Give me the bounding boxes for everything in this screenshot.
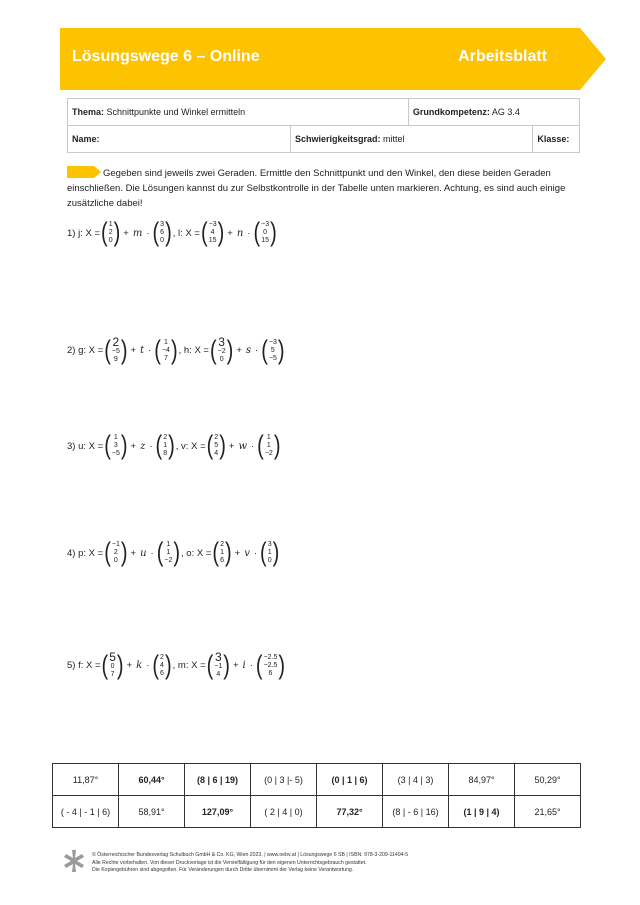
- vector: ( 2 5 4 ): [206, 431, 226, 461]
- line-1-label: u: X =: [78, 440, 104, 452]
- schwierigkeit-value: mittel: [383, 134, 405, 144]
- task-1: [67, 218, 278, 248]
- vector: ( −3 0 15 ): [253, 218, 277, 248]
- vector-component: 1: [166, 541, 171, 548]
- vector-component: 1: [163, 442, 168, 449]
- vector: ( 3 1 0 ): [260, 538, 280, 568]
- schwierigkeit-cell: [291, 126, 533, 153]
- vector: ( 1 −4 7 ): [154, 335, 178, 366]
- solution-row: [53, 764, 581, 796]
- plus-sign: +: [236, 345, 242, 356]
- solution-cell[interactable]: 21,65°: [515, 796, 581, 828]
- vector: ( −3 5 −5 ): [261, 335, 285, 366]
- parameter: i: [242, 660, 246, 671]
- parameter: s: [245, 345, 252, 356]
- title-banner: [60, 28, 606, 90]
- parameter: m: [132, 227, 143, 239]
- vector: ( 3 6 0 ): [152, 218, 172, 248]
- plus-sign: +: [227, 227, 233, 239]
- task-number: 2): [67, 345, 76, 356]
- vector-component: 3: [214, 650, 222, 664]
- vector-component: −2.5: [263, 661, 278, 669]
- vector-component: 5: [109, 650, 116, 664]
- line-2-label: , o: X =: [181, 547, 212, 559]
- dot-sign: ·: [249, 660, 253, 671]
- dot-sign: ·: [255, 345, 259, 356]
- vector: ( −2.5 −2.5 6 ): [255, 650, 286, 681]
- dot-sign: ·: [150, 547, 154, 559]
- solution-cell[interactable]: 84,97°: [449, 764, 515, 796]
- vector: ( 5 0 7 ): [101, 650, 124, 681]
- footer-line: © Österreichischer Bundesverlag Schulbuch GmbH & Co. KG, Wien 2023. | www.oebv.at | Lösungswege 6 SB | ISBN: 978-3-209-11494-5: [92, 852, 409, 858]
- plus-sign: +: [130, 440, 137, 452]
- task-number: 4): [67, 547, 76, 559]
- solution-row: [53, 796, 581, 828]
- dot-sign: ·: [251, 440, 255, 452]
- parameter: t: [140, 345, 145, 356]
- name-label: Name:: [72, 134, 100, 144]
- kompetenz-cell: [408, 99, 579, 126]
- dot-sign: ·: [146, 660, 150, 671]
- vector-component: 5: [270, 346, 275, 354]
- solution-cell[interactable]: (8 | 6 | 19): [185, 764, 251, 796]
- vector-component: 1: [166, 549, 171, 556]
- vector-component: 0: [108, 237, 113, 244]
- vector-component: −5: [111, 348, 120, 355]
- task-2: [67, 337, 286, 364]
- vector-component: 4: [160, 661, 164, 669]
- parameter: u: [140, 547, 147, 559]
- vector: ( 2 1 6 ): [212, 538, 232, 568]
- thema-cell: [68, 99, 409, 126]
- vector-component: 1: [108, 221, 113, 228]
- plus-sign: +: [130, 345, 137, 356]
- vector-component: 6: [160, 229, 165, 236]
- dot-sign: ·: [149, 440, 153, 452]
- page-title: Lösungswege 6 – Online: [72, 48, 260, 65]
- vector: ( 3 −1 4 ): [206, 650, 230, 681]
- footer-line: Alle Rechte vorbehalten. Von dieser Druckvorlage ist die Vervielfältigung für den eigenen Unterrichtsgebrauch gestattet.: [92, 859, 367, 866]
- plus-sign: +: [228, 440, 235, 452]
- vector-component: −5: [268, 354, 277, 362]
- vector-component: 7: [110, 671, 115, 678]
- vector-component: −3: [268, 338, 277, 346]
- solution-cell[interactable]: 50,29°: [515, 764, 581, 796]
- footer-copyright: [92, 852, 408, 875]
- vector-component: 0: [267, 557, 272, 564]
- vector-component: −2: [217, 348, 226, 355]
- line-1-label: g: X =: [78, 345, 104, 356]
- vector-component: 2: [163, 434, 168, 441]
- dot-sign: ·: [253, 547, 258, 559]
- vector-component: 2: [108, 229, 113, 236]
- vector-component: 15: [261, 237, 270, 244]
- vector-component: 3: [218, 335, 225, 349]
- vector: ( −3 4 15 ): [200, 218, 225, 248]
- document-type: Arbeitsblatt: [458, 48, 547, 65]
- vector-component: 4: [210, 229, 215, 236]
- task-number: 3): [67, 440, 76, 452]
- vector-component: 6: [220, 557, 224, 564]
- name-cell: [68, 126, 291, 153]
- thema-label: Thema:: [72, 107, 105, 117]
- solution-table: [52, 763, 581, 828]
- solution-cell[interactable]: (0 | 3 |- 5): [251, 764, 317, 796]
- solution-cell[interactable]: ( 2 | 4 | 0): [251, 796, 317, 828]
- task-4: [67, 538, 280, 568]
- vector-component: 4: [214, 450, 219, 457]
- vector-component: 0: [263, 229, 268, 236]
- line-2-label: , l: X =: [172, 227, 200, 239]
- vector-component: 1: [266, 442, 271, 449]
- solution-cell[interactable]: 77,32°: [317, 796, 383, 828]
- info-table: [67, 98, 580, 153]
- plus-sign: +: [123, 227, 129, 239]
- line-2-label: , v: X =: [175, 440, 206, 452]
- vector-component: 5: [214, 442, 219, 449]
- vector-component: 6: [268, 669, 273, 677]
- vector: ( −1 2 0 ): [104, 538, 128, 568]
- vector-component: 15: [208, 237, 217, 244]
- solution-cell[interactable]: (0 | 1 | 6): [317, 764, 383, 796]
- vector-component: 2: [220, 541, 224, 548]
- klasse-label: Klasse:: [537, 134, 570, 144]
- vector-component: 1: [266, 434, 271, 441]
- vector-component: 4: [216, 671, 221, 678]
- vector: ( 2 4 6 ): [152, 650, 172, 681]
- vector-component: 2: [113, 549, 118, 556]
- task-3: [67, 431, 282, 461]
- vector-component: 2: [214, 434, 219, 441]
- vector-component: 2: [160, 653, 164, 661]
- parameter: z: [140, 440, 146, 452]
- schwierigkeit-label: Schwierigkeitsgrad:: [295, 134, 381, 144]
- vector-component: 1: [113, 434, 118, 441]
- vector: ( 2 −5 9 ): [104, 335, 128, 366]
- vector-component: 3: [113, 442, 118, 449]
- kompetenz-value: AG 3.4: [491, 107, 520, 117]
- task-number: 5): [67, 660, 76, 671]
- dot-sign: ·: [247, 227, 251, 239]
- vector: ( 1 2 0 ): [101, 218, 121, 248]
- vector-component: 0: [113, 557, 118, 564]
- solution-cell[interactable]: 11,87°: [53, 764, 119, 796]
- vector: ( 1 3 −5 ): [104, 431, 128, 461]
- parameter: v: [244, 547, 250, 559]
- vector-component: 0: [110, 663, 115, 670]
- kompetenz-label: Grundkompetenz:: [412, 107, 490, 117]
- vector-component: 1: [267, 549, 272, 556]
- vector: ( 1 1 −2 ): [156, 538, 181, 568]
- vector: ( 1 1 −2 ): [257, 431, 281, 461]
- vector-component: 3: [267, 541, 272, 548]
- vector-component: −5: [111, 450, 120, 457]
- instructions: [67, 166, 581, 211]
- vector-component: 0: [219, 356, 224, 363]
- parameter: k: [136, 660, 143, 671]
- klasse-cell: [533, 126, 580, 153]
- line-1-label: p: X =: [78, 547, 104, 559]
- line-1-label: j: X =: [78, 227, 101, 239]
- plus-sign: +: [130, 547, 137, 559]
- plus-sign: +: [232, 660, 239, 671]
- plus-sign: +: [126, 660, 133, 671]
- solution-cell[interactable]: 127,09°: [185, 796, 251, 828]
- vector-component: 1: [220, 549, 224, 556]
- vector: ( 2 1 8 ): [155, 431, 175, 461]
- line-2-label: , h: X =: [178, 345, 209, 356]
- vector-component: 3: [160, 221, 165, 228]
- vector-component: −1: [111, 541, 120, 548]
- footer-line: Die Kopiergebühren sind abgegolten. Für Veränderungen durch Dritte übernimmt der Verlag keine Verantwortung.: [92, 867, 354, 873]
- vector-component: 7: [163, 354, 168, 362]
- dot-sign: ·: [146, 227, 150, 239]
- vector-component: 9: [113, 356, 118, 363]
- vector-component: −2.5: [263, 653, 278, 661]
- thema-value: Schnittpunkte und Winkel ermitteln: [106, 107, 246, 117]
- arrow-marker-icon: [67, 166, 101, 178]
- dot-sign: ·: [148, 345, 152, 356]
- line-1-label: f: X =: [78, 660, 101, 671]
- solution-cell[interactable]: (3 | 4 | 3): [383, 764, 449, 796]
- solution-cell[interactable]: (8 | - 6 | 16): [383, 796, 449, 828]
- intro-text: Gegeben sind jeweils zwei Geraden. Ermittle den Schnittpunkt und den Winkel, den diese beiden Geraden einschließen. Die Lösungen kannst du zur Selbstkontrolle in der Tabelle unten markieren. Achtung, es sind auch einige zusätzliche dabei!: [67, 168, 566, 209]
- line-2-label: , m: X =: [172, 660, 206, 671]
- vector-component: −2: [164, 557, 173, 564]
- vector-component: −1: [214, 663, 223, 670]
- plus-sign: +: [234, 547, 241, 559]
- vector-component: 0: [160, 237, 165, 244]
- vector-component: 6: [160, 669, 164, 677]
- vector-component: −3: [208, 221, 217, 228]
- vector-component: 8: [163, 450, 168, 457]
- publisher-logo: [64, 850, 86, 877]
- task-5: [67, 652, 286, 679]
- solution-cell[interactable]: (1 | 9 | 4): [449, 796, 515, 828]
- solution-cell[interactable]: ( - 4 | - 1 | 6): [53, 796, 119, 828]
- vector-component: −4: [161, 346, 170, 354]
- vector-component: 2: [112, 335, 120, 349]
- vector: ( 3 −2 0 ): [209, 335, 234, 366]
- parameter: n: [236, 227, 244, 239]
- parameter: w: [238, 440, 247, 452]
- vector-component: 1: [163, 338, 168, 346]
- solution-cell[interactable]: 58,91°: [119, 796, 185, 828]
- vector-component: −2: [264, 450, 273, 457]
- vector-component: −3: [261, 221, 270, 228]
- solution-cell[interactable]: 60,44°: [119, 764, 185, 796]
- task-number: 1): [67, 227, 76, 239]
